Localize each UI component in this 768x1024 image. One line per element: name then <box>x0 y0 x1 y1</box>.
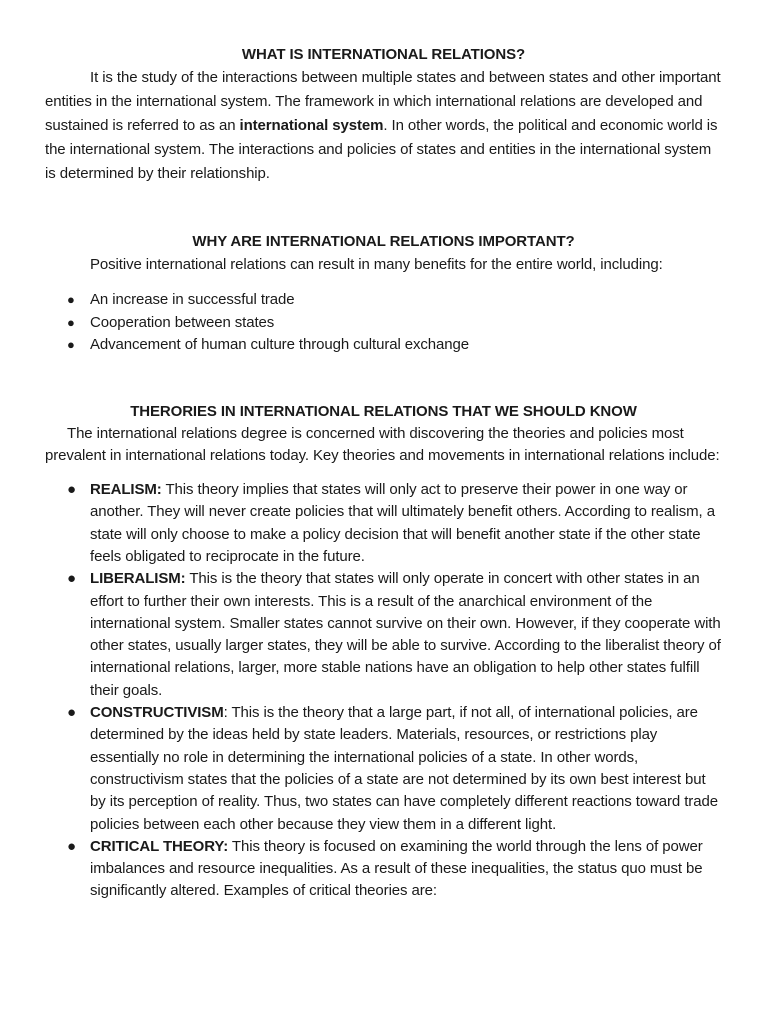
theory-term: REALISM: <box>90 481 162 499</box>
bullet-icon: ● <box>67 314 75 330</box>
theory-text: This theory implies that states will only act to preserve their power in one way or another. They will never create policies that will ultimately benefit others. According to realism, a state will only choose to make a policy decision that will benefit another state if the other state feels obligated to reciprocate in the future. <box>90 481 715 565</box>
bold-term: international system <box>239 117 384 134</box>
benefits-list <box>45 289 722 357</box>
section-theories <box>45 401 722 903</box>
theory-text: : This is the theory that a large part, if not all, of international policies, are determined by the ideas held by state leaders. Materials, resources, or restrictions play essentially no role in determining the international policies of a state. In other words, constructivism states that the policies of a state are not determined by its own best interest but by its perception of reality. Thus, two states can have completely different reactions toward trade policies between each other because they view them in a different light. <box>90 704 718 833</box>
list-item <box>45 702 722 836</box>
list-item <box>45 479 722 568</box>
paragraph-text: . In other words, the political and economic world is the international system. The interactions and policies of states and entities in the international system is determined by their relationship. <box>45 117 718 182</box>
section-heading: THERORIES IN INTERNATIONAL RELATIONS THAT WE SHOULD KNOW <box>130 402 637 420</box>
section-paragraph <box>45 66 722 186</box>
bullet-icon: ● <box>67 704 76 722</box>
bullet-icon: ● <box>67 837 76 855</box>
section-what-is-ir <box>45 44 722 186</box>
bullet-icon: ● <box>67 481 76 499</box>
section-intro: Positive international relations can result in many benefits for the entire world, including: <box>90 256 663 273</box>
theory-term: CONSTRUCTIVISM <box>90 704 224 722</box>
theory-text: This is the theory that states will only operate in concert with other states in an effort to further their own interests. This is a result of the anarchical environment of the international system. Smaller states cannot survive on their own. However, if they cooperate with other states, usually larger states, they will be able to survive. According to the liberalist theory of international relations, larger, more stable nations have an obligation to help other states fulfill their goals. <box>90 570 721 699</box>
list-item <box>45 289 722 312</box>
section-heading: WHAT IS INTERNATIONAL RELATIONS? <box>241 46 526 63</box>
section-heading: WHY ARE INTERNATIONAL RELATIONS IMPORTANT? <box>192 233 575 250</box>
theories-list <box>45 479 722 903</box>
section-intro: The international relations degree is concerned with discovering the theories and policies most prevalent in international relations today. Key theories and movements in international relations include: <box>45 424 720 464</box>
bullet-icon: ● <box>67 570 76 588</box>
section-why-important <box>45 231 722 357</box>
list-item <box>45 568 722 702</box>
theory-term: CRITICAL THEORY: <box>90 837 229 855</box>
bullet-icon: ● <box>67 337 75 352</box>
theory-term: LIBERALISM: <box>90 570 186 588</box>
list-item-text: An increase in successful trade <box>90 291 295 308</box>
bullet-icon: ● <box>67 292 75 307</box>
theory-text: This theory is focused on examining the world through the lens of power imbalances and resource inequalities. As a result of these inequalities, the status quo must be significantly altered. Examples of critical theories are: <box>90 837 703 900</box>
list-item <box>45 312 722 335</box>
list-item <box>45 836 722 903</box>
paragraph-text: It is the study of the interactions between multiple states and between states and other important entities in the international system. The framework in which international relations are developed and sustained is referred to as an <box>45 69 721 134</box>
list-item-text: Advancement of human culture through cultural exchange <box>90 336 470 353</box>
list-item-text: Cooperation between states <box>90 313 275 331</box>
list-item <box>45 334 722 357</box>
